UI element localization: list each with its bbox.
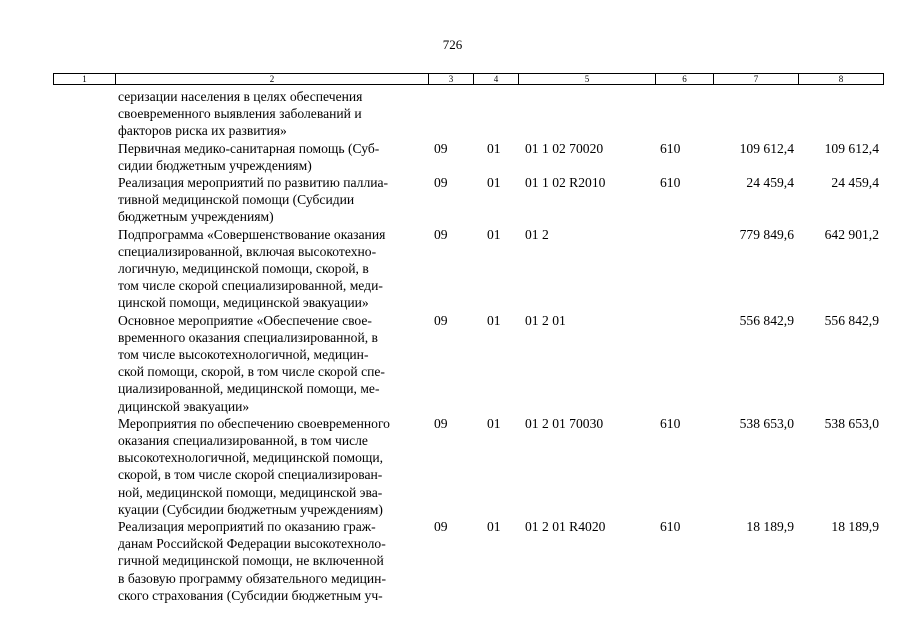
subsection-code: 01 xyxy=(487,415,501,431)
amount-year-1: 538 653,0 xyxy=(739,415,794,431)
row-name-line: Реализация мероприятий по оказанию граж- xyxy=(118,519,376,535)
row-name-line: ной, медицинской помощи, медицинской эва- xyxy=(118,484,383,500)
row-name-line: Подпрограмма «Совершенствование оказания xyxy=(118,226,386,242)
row-name-line: Реализация мероприятий по развитию паллиа- xyxy=(118,175,389,191)
table-row xyxy=(53,140,883,174)
column-number-header xyxy=(53,73,884,85)
target-article-code: 01 2 xyxy=(525,226,549,242)
amount-year-1 xyxy=(713,88,798,140)
page-number: 726 xyxy=(442,37,463,52)
amount-year-2: 109 612,4 xyxy=(824,140,879,156)
budget-table-body xyxy=(53,88,883,604)
row-name xyxy=(53,312,428,415)
amount-year-1: 24 459,4 xyxy=(746,175,794,191)
amount-year-2: 18 189,9 xyxy=(831,519,879,535)
table-row xyxy=(53,415,883,518)
section-code: 09 xyxy=(434,140,448,156)
row-name xyxy=(53,174,428,226)
row-name-line: куации (Субсидии бюджетным учреждениям) xyxy=(118,501,383,517)
target-article-code: 01 1 02 70020 xyxy=(525,140,604,156)
subsection-code: 01 xyxy=(487,519,501,535)
subsection-code: 01 xyxy=(487,226,501,242)
section-code: 09 xyxy=(434,175,448,191)
section-code: 09 xyxy=(434,312,448,328)
expense-type-code xyxy=(655,312,713,415)
row-name-line: скорой, в том числе скорой специализирован- xyxy=(118,467,383,483)
column-number-5: 5 xyxy=(519,74,656,85)
amount-year-2: 556 842,9 xyxy=(824,312,879,328)
row-name-line: том числе высокотехнологичной, медицин- xyxy=(118,347,369,363)
expense-type-code: 610 xyxy=(660,140,681,156)
target-article-code: 01 2 01 xyxy=(525,312,566,328)
amount-year-1: 18 189,9 xyxy=(746,519,794,535)
row-name-line: Первичная медико-санитарная помощь (Суб- xyxy=(118,140,380,156)
expense-type-code: 610 xyxy=(660,519,681,535)
column-number-7: 7 xyxy=(714,74,799,85)
row-name-line: том числе скорой специализированной, меди- xyxy=(118,278,383,294)
expense-type-code xyxy=(655,226,713,312)
row-name-line: данам Российской Федерации высокотехноло- xyxy=(118,536,386,552)
column-number-6: 6 xyxy=(656,74,714,85)
row-name xyxy=(53,226,428,312)
row-name-line: Мероприятия по обеспечению своевременного xyxy=(118,415,390,431)
budget-table xyxy=(53,88,883,604)
column-number-8: 8 xyxy=(799,74,884,85)
row-name-line: ского страхования (Субсидии бюджетным уч- xyxy=(118,587,383,603)
row-name-line: сидии бюджетным учреждениям) xyxy=(118,157,312,173)
expense-type-code: 610 xyxy=(660,415,681,431)
target-article-code xyxy=(518,88,655,140)
row-name-line: серизации населения в целях обеспечения xyxy=(118,89,363,104)
column-number-row xyxy=(54,74,884,85)
subsection-code xyxy=(473,88,518,140)
table-row xyxy=(53,174,883,226)
section-code xyxy=(428,88,473,140)
table-row xyxy=(53,518,883,604)
row-name-line: циализированной, медицинской помощи, ме- xyxy=(118,381,380,397)
row-name-line: своевременного выявления заболеваний и xyxy=(118,106,362,122)
row-name-line: бюджетным учреждениям) xyxy=(118,209,274,225)
amount-year-2: 24 459,4 xyxy=(831,175,879,191)
table-row xyxy=(53,312,883,415)
row-name xyxy=(53,415,428,518)
expense-type-code xyxy=(655,88,713,140)
row-name-line: высокотехнологичной, медицинской помощи, xyxy=(118,450,384,466)
column-number-2: 2 xyxy=(116,74,429,85)
amount-year-1: 779 849,6 xyxy=(739,226,794,242)
row-name-line: дицинской эвакуации» xyxy=(118,398,250,414)
amount-year-2 xyxy=(798,88,883,140)
amount-year-1: 109 612,4 xyxy=(739,140,794,156)
target-article-code: 01 2 01 R4020 xyxy=(525,519,606,535)
table-row xyxy=(53,88,883,140)
row-name xyxy=(53,140,428,174)
amount-year-2: 642 901,2 xyxy=(824,226,879,242)
table-row xyxy=(53,226,883,312)
row-name-line: ской помощи, скорой, в том числе скорой спе- xyxy=(118,364,385,380)
column-number-3: 3 xyxy=(429,74,474,85)
section-code: 09 xyxy=(434,519,448,535)
target-article-code: 01 2 01 70030 xyxy=(525,415,604,431)
section-code: 09 xyxy=(434,226,448,242)
subsection-code: 01 xyxy=(487,312,501,328)
column-number-4: 4 xyxy=(474,74,519,85)
target-article-code: 01 1 02 R2010 xyxy=(525,175,606,191)
row-name-line: временного оказания специализированной, в xyxy=(118,329,378,345)
row-name-line: оказания специализированной, в том числе xyxy=(118,433,368,449)
row-name-line: тивной медицинской помощи (Субсидии xyxy=(118,192,355,208)
row-name-line: в базовую программу обязательного медицин- xyxy=(118,570,386,586)
subsection-code: 01 xyxy=(487,140,501,156)
section-code: 09 xyxy=(434,415,448,431)
row-name xyxy=(53,88,428,140)
row-name-line: гичной медицинской помощи, не включенной xyxy=(118,553,384,569)
column-number-1: 1 xyxy=(54,74,116,85)
amount-year-2: 538 653,0 xyxy=(824,415,879,431)
row-name-line: специализированной, включая высокотехно- xyxy=(118,243,377,259)
amount-year-1: 556 842,9 xyxy=(739,312,794,328)
row-name-line: Основное мероприятие «Обеспечение свое- xyxy=(118,312,372,328)
row-name-line: факторов риска их развития» xyxy=(118,123,287,139)
expense-type-code: 610 xyxy=(660,175,681,191)
row-name xyxy=(53,518,428,604)
subsection-code: 01 xyxy=(487,175,501,191)
row-name-line: цинской помощи, медицинской эвакуации» xyxy=(118,295,369,311)
row-name-line: логичную, медицинской помощи, скорой, в xyxy=(118,261,369,277)
